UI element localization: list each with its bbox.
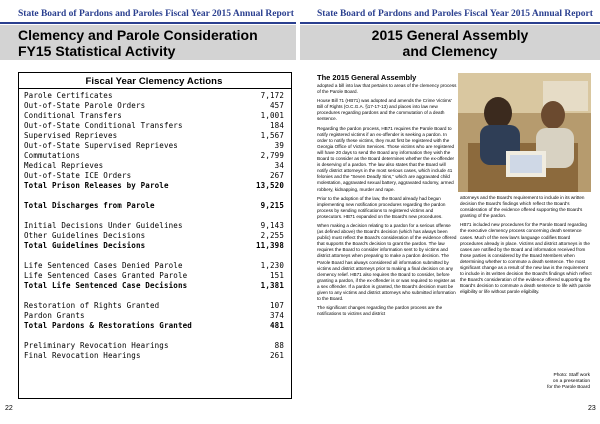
caption-line: on a presentation (552, 379, 590, 384)
caption-line: Photo: Staff work (553, 373, 590, 378)
table-row (24, 131, 284, 141)
article-heading: The 2015 General Assembly (317, 73, 417, 82)
row-label: Restoration of Rights Granted (24, 301, 160, 310)
row-value: 184 (270, 121, 284, 130)
page-title-line2: FY15 Statistical Activity (18, 42, 176, 59)
table-row (24, 221, 284, 231)
row-value: 7,172 (260, 91, 284, 100)
table-row (24, 201, 284, 211)
row-value: 1,567 (260, 131, 284, 140)
row-value: 9,215 (260, 201, 284, 210)
article-column-2 (460, 195, 592, 299)
row-value: 88 (274, 341, 284, 350)
row-value: 107 (270, 301, 284, 310)
article-paragraph: Regarding the pardon process, HB71 requires the Parole Board to notify registered victims if an ex-offender is seeking a pardon. In order to notify these victims, they must first be registered with the Georgia Office of Victim Services. Those victims who are registered will have 20 days to send the Board any information they wish the Board to consider as the Board determines whether the ex-offender is deserving of a pardon. The law also states that the Board will notify district attorneys in the most serious cases, which include 41 felonies and the "Seven Deadly Sins," which are aggravated child molestation, aggravated sexual battery, aggravated sodomy, armed robbery, kidnapping, murder and rape. (317, 125, 455, 192)
article-paragraph: attorneys and the Board's requirement to include in its written decision the Board's findings which reflect the Board's consideration of the evidence offered supporting the Board's granting of the pardon. (460, 195, 585, 219)
table-row (24, 171, 284, 181)
row-value: 374 (270, 311, 284, 320)
row-label: Life Sentenced Cases Denied Parole (24, 261, 183, 270)
article-paragraph: When making a decision relating to a pardon for a serious offense (as defined above) the Board's decision (which has always been public) must reflect the Board's consideration of the evidence offered that supports the Board's decision to grant the pardon. The law requires the Board to consider information sent to by victims and district attorneys when preparing to make a pardon decision. The Parole Board has always considered all information submitted by victims and district attorneys prior to making a final decision on any clemency relief. HB71 also requires the Board to consider, before granting a pardon, if the ex-offender is or was required to register as a sex offender. If a pardon is granted, the Board's decision must be given to any victims and district attorneys who submitted information to the Board. (317, 222, 457, 302)
row-label: Medical Reprieves (24, 161, 104, 170)
row-label: Total Prison Releases by Parole (24, 181, 169, 190)
report-header: State Board of Pardons and Paroles Fiscal Year 2015 Annual Report (317, 9, 593, 19)
table-body (24, 91, 284, 361)
title-bar (0, 25, 296, 60)
page-title-line1: 2015 General Assembly (371, 26, 529, 43)
row-value: 2,255 (260, 231, 284, 240)
table-row (24, 181, 284, 191)
article-paragraph: HB71 included new procedures for the Parole Board regarding the executive clemency process concerning death sentence cases. Much of the new law's language codifies Board procedures already in place. Victims and district attorneys in the cases are notified by the Board and information received from those parties is considered by the Board Members when determining whether to commute a death sentence. The most significant change as a result of the new law is the requirement to include in its written decision the Board's findings which reflect the Board's consideration of the evidence offered supporting the Board's decision to commute a death sentence to life with parole eligibility or life without parole eligibility. (460, 222, 592, 295)
table-row (24, 311, 284, 321)
row-value: 1,001 (260, 111, 284, 120)
row-label: Life Sentenced Cases Granted Parole (24, 271, 188, 280)
page-number: 23 (588, 405, 596, 412)
title-bar (300, 25, 600, 60)
article-paragraph: House Bill 71 (HB71) was adopted and amends the Crime Victims' Bill of Rights (O.C.G.A. §17-17-13) and places into law new procedures regarding pardons and the commutation of a death sentence. (317, 98, 452, 122)
row-label: Out-of-State Conditional Transfers (24, 121, 183, 130)
row-label: Total Guidelines Decisions (24, 241, 146, 250)
right-page (300, 0, 600, 424)
row-value: 261 (270, 351, 284, 360)
caption-line: for the Parole Board (547, 385, 590, 390)
table-row (24, 151, 284, 161)
table-row (24, 321, 284, 331)
row-value: 457 (270, 101, 284, 110)
table-spacer (24, 191, 284, 201)
row-label: Preliminary Revocation Hearings (24, 341, 169, 350)
photo-caption (530, 373, 590, 391)
table-row (24, 351, 284, 361)
header-rule (0, 22, 296, 24)
table-row (24, 241, 284, 251)
page-title-line1: Clemency and Parole Consideration (18, 26, 258, 43)
table-title-rule (19, 88, 291, 89)
table-row (24, 111, 284, 121)
table-row (24, 91, 284, 101)
page-title (372, 27, 529, 59)
row-value: 9,143 (260, 221, 284, 230)
table-spacer (24, 251, 284, 261)
row-label: Commutations (24, 151, 80, 160)
page-title-line2: and Clemency (402, 42, 498, 59)
article-column-1 (317, 73, 457, 320)
row-value: 1,230 (260, 261, 284, 270)
row-label: Final Revocation Hearings (24, 351, 141, 360)
row-label: Total Discharges from Parole (24, 201, 155, 210)
table-row (24, 281, 284, 291)
article-column-2-body (460, 195, 592, 296)
row-value: 1,381 (260, 281, 284, 290)
row-label: Supervised Reprieves (24, 131, 118, 140)
page-title (18, 27, 258, 59)
table-spacer (24, 211, 284, 221)
row-value: 267 (270, 171, 284, 180)
row-label: Other Guidelines Decisions (24, 231, 146, 240)
row-label: Total Pardons & Restorations Granted (24, 321, 192, 330)
article-paragraph: adopted a bill into law that pertains to areas of the clemency process of the Parole Board. (317, 83, 457, 95)
row-label: Pardon Grants (24, 311, 85, 320)
table-row (24, 101, 284, 111)
table-row (24, 271, 284, 281)
table-row (24, 301, 284, 311)
table-spacer (24, 331, 284, 341)
row-label: Conditional Transfers (24, 111, 122, 120)
row-label: Out-of-State Parole Orders (24, 101, 146, 110)
row-value: 11,398 (256, 241, 284, 250)
row-value: 2,799 (260, 151, 284, 160)
page-number: 22 (5, 405, 13, 412)
row-value: 481 (270, 321, 284, 330)
row-label: Out-of-State Supervised Reprieves (24, 141, 178, 150)
row-label: Initial Decisions Under Guidelines (24, 221, 183, 230)
table-row (24, 261, 284, 271)
row-label: Out-of-State ICE Orders (24, 171, 132, 180)
article-column-1-body (317, 83, 457, 317)
row-value: 13,520 (256, 181, 284, 190)
article-paragraph: The significant changes regarding the pardon process are the notifications to victims and district (317, 305, 443, 317)
row-value: 34 (274, 161, 284, 170)
table-spacer (24, 291, 284, 301)
header-rule (300, 22, 600, 24)
clemency-actions-table (18, 72, 292, 399)
row-value: 151 (270, 271, 284, 280)
report-header: State Board of Pardons and Paroles Fiscal Year 2015 Annual Report (18, 9, 294, 19)
table-row (24, 161, 284, 171)
photo-illustration (458, 73, 591, 192)
table-row (24, 341, 284, 351)
row-label: Total Life Sentenced Case Decisions (24, 281, 188, 290)
table-title: Fiscal Year Clemency Actions (85, 76, 223, 87)
staff-presentation-photo (458, 73, 591, 192)
article-paragraph: Prior to the adoption of the law, the Board already had begun implementing new notification procedures regarding the pardon process by sending notifications to registered victims and prosecutors. HB71 expanded on the Board's new procedures. (317, 195, 446, 219)
table-row (24, 121, 284, 131)
row-value: 39 (274, 141, 284, 150)
table-row (24, 231, 284, 241)
row-label: Parole Certificates (24, 91, 113, 100)
table-row (24, 141, 284, 151)
